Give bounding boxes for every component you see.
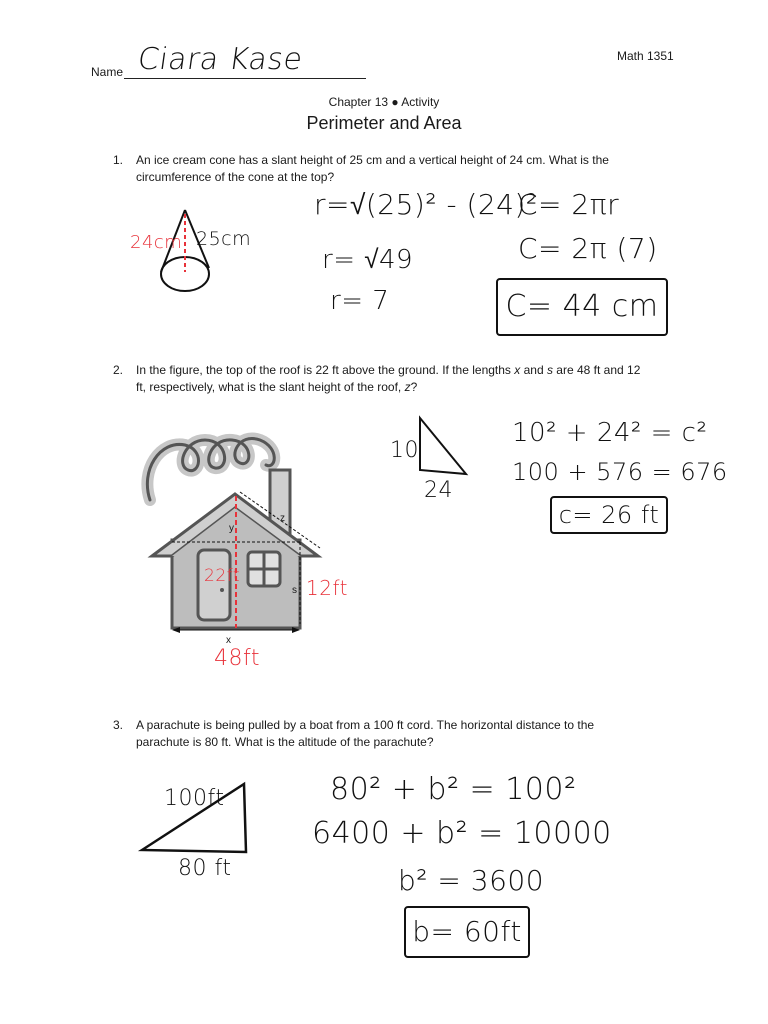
q3-text-line1: A parachute is being pulled by a boat from a 100 ft cord. The horizontal distance to the — [136, 718, 595, 732]
student-name-handwritten: Ciara Kase — [135, 42, 306, 77]
q1-cone-slant-label: 25cm — [196, 228, 252, 250]
q1-number: 1. — [113, 153, 124, 167]
figure-label-y: y — [229, 523, 234, 534]
q2-triangle-leg: 10 — [390, 438, 419, 463]
q3-number: 3. — [113, 718, 124, 732]
q1-cone-height-label: 24cm — [130, 232, 183, 253]
q1-work-r3: r= 7 — [330, 286, 390, 316]
q3-triangle-base: 80 ft — [178, 856, 232, 881]
q1-text-line1: An ice cream cone has a slant height of 25 cm and a vertical height of 24 cm. What is the — [136, 153, 609, 167]
q2-answer-box: c= 26 ft — [550, 496, 668, 534]
q2-work1: 10² + 24² = c² — [512, 418, 708, 448]
q1-work-c1: C= 2πr — [518, 188, 620, 221]
q1-work-c2: C= 2π (7) — [518, 232, 658, 265]
figure-label-x: x — [226, 635, 231, 646]
chapter-label: Chapter 13 ● Activity — [328, 95, 440, 109]
q3-work3: b² = 3600 — [398, 864, 545, 897]
page-title: Perimeter and Area — [306, 113, 462, 133]
figure-label-s: s — [292, 585, 297, 596]
q2-work2: 100 + 576 = 676 — [512, 458, 728, 486]
course-label: Math 1351 — [617, 49, 674, 63]
q1-work-r2: r= √49 — [322, 245, 414, 275]
q2-number: 2. — [113, 363, 124, 377]
q2-red-height: 22ft — [204, 566, 240, 586]
figure-label-z: z — [280, 513, 285, 524]
q3-work1: 80² + b² = 100² — [330, 772, 577, 807]
q3-work2: 6400 + b² = 10000 — [312, 816, 612, 851]
q2-triangle-base: 24 — [424, 478, 453, 503]
q3-triangle-hyp: 100ft — [164, 786, 225, 811]
name-label: Name — [91, 65, 124, 79]
q2-red-side: 12ft — [306, 576, 348, 600]
q1-text-line2: circumference of the cone at the top? — [136, 170, 335, 184]
q2-text-line1: In the figure, the top of the roof is 22 ft above the ground. If the lengths x and s are 48 ft and 12 — [136, 363, 641, 377]
q2-red-width: 48ft — [214, 646, 260, 671]
q2-text-line2: ft, respectively, what is the slant height of the roof, z? — [136, 380, 418, 394]
q1-answer-box: C= 44 cm — [496, 278, 668, 336]
q3-answer-box: b= 60ft — [404, 906, 530, 958]
q1-work-r1: r=√(25)² - (24)² — [314, 188, 538, 221]
q3-text-line2: parachute is 80 ft. What is the altitude of the parachute? — [136, 735, 434, 749]
